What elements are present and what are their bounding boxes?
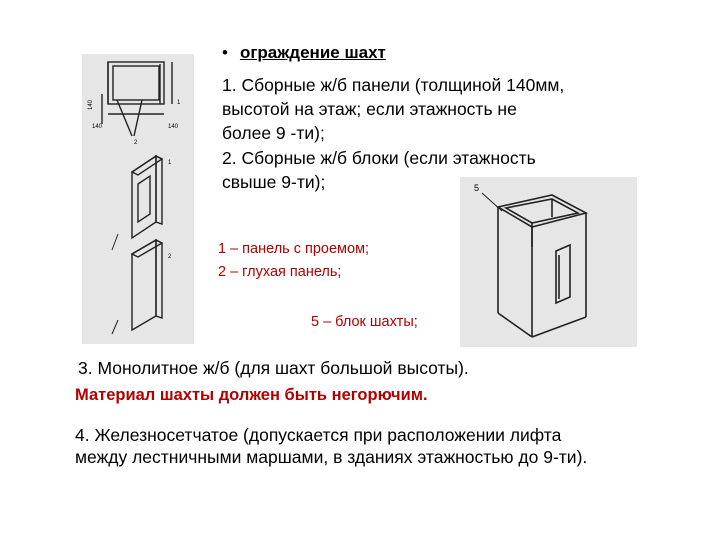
shaft-block-figure	[460, 177, 637, 347]
shaft-block-drawing	[460, 177, 637, 347]
dim-label: 140	[92, 124, 103, 130]
caption-shaft-block: 5 – блок шахты;	[311, 314, 418, 330]
item-1-line-1: 1. Сборные ж/б панели (толщиной 140мм,	[222, 75, 565, 95]
heading-title: ограждение шахт	[239, 43, 386, 62]
item-3: 3. Монолитное ж/б (для шахт большой высоты).	[78, 358, 469, 378]
callout-label: 2	[134, 140, 138, 146]
section-heading	[222, 43, 386, 63]
plan-outline	[108, 62, 164, 104]
panels-figure	[82, 54, 194, 344]
panels-drawing	[82, 54, 194, 344]
bullet: •	[222, 43, 228, 62]
item-4-line-1: 4. Железносетчатое (допускается при расположении лифта	[75, 425, 562, 445]
callout-label: 5	[474, 183, 480, 193]
blind-panel	[132, 240, 162, 330]
caption-blind-panel: 2 – глухая панель;	[218, 264, 342, 280]
item-1-line-3: более 9 -ти);	[222, 123, 325, 143]
panel-with-opening	[132, 156, 162, 238]
material-note: Материал шахты должен быть негорючим.	[75, 386, 428, 404]
dim-label: 140	[88, 99, 94, 110]
item-2-line-2: свыше 9-ти);	[222, 172, 326, 192]
callout-label: 1	[177, 100, 181, 106]
dim-label: 140	[168, 124, 179, 130]
item-4-line-2: между лестничными маршами, в зданиях этажностью до 9-ти).	[75, 447, 588, 467]
item-2-line-1: 2. Сборные ж/б блоки (если этажность	[222, 148, 536, 168]
caption-panel-with-opening: 1 – панель с проемом;	[218, 241, 370, 257]
callout-label: 1	[168, 160, 172, 166]
item-1-line-2: высотой на этаж; если этажность не	[222, 99, 517, 119]
callout-label: 2	[168, 254, 172, 260]
